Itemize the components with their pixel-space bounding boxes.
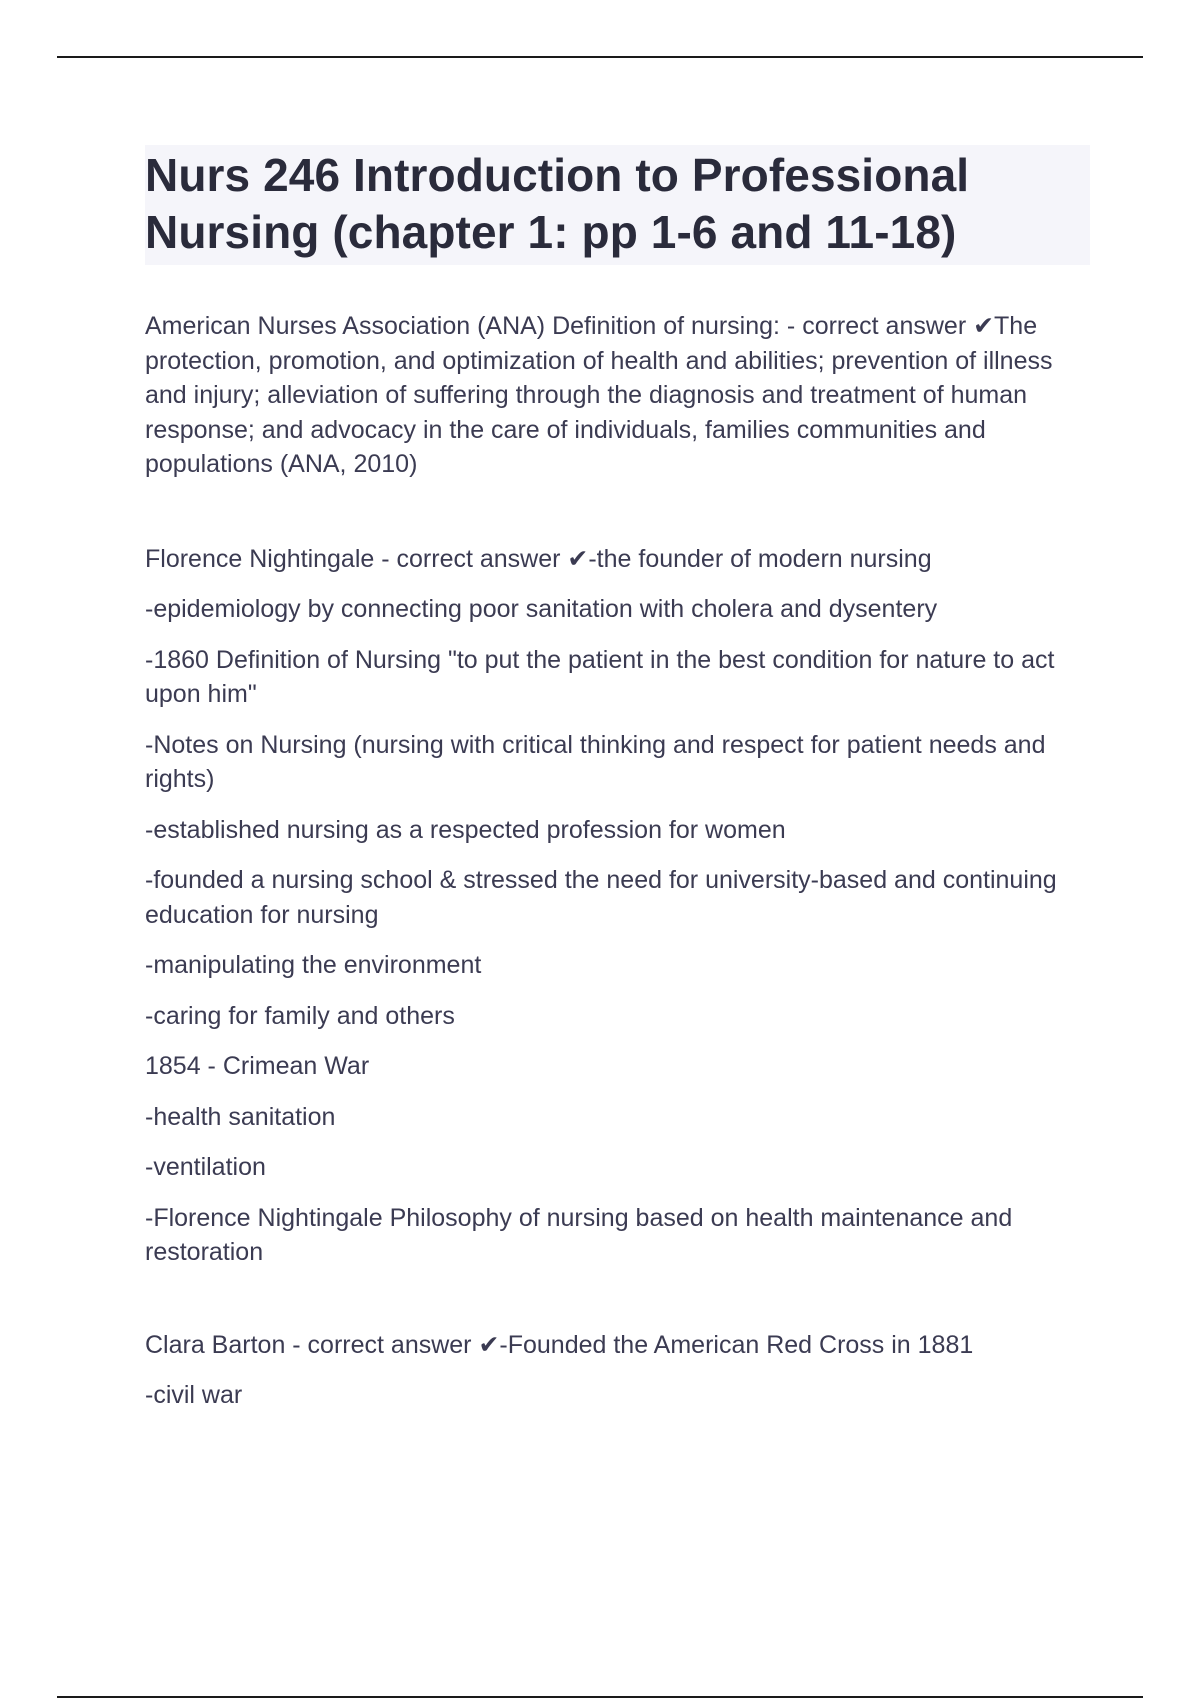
qa-line: -Florence Nightingale Philosophy of nursing based on health maintenance and restoration — [145, 1203, 1013, 1266]
qa-line: -established nursing as a respected profession for women — [145, 815, 786, 844]
qa-line: -epidemiology by connecting poor sanitation with cholera and dysentery — [145, 595, 938, 623]
qa-line: -caring for family and others — [145, 1001, 455, 1030]
qa-line: Florence Nightingale - correct answer ✔-the founder of modern nursing — [145, 544, 932, 573]
qa-line: -founded a nursing school & stressed the need for university-based and continuing education for nursing — [145, 866, 1057, 929]
qa-line: Clara Barton - correct answer ✔-Founded the American Red Cross in 1881 — [145, 1330, 974, 1359]
qa-line: -health sanitation — [145, 1102, 336, 1131]
qa-line: -civil war — [145, 1381, 243, 1409]
page-title: Nurs 246 Introduction to Professional Nursing (chapter 1: pp 1-6 and 11-18) — [145, 149, 970, 258]
qa-florence-nightingale — [145, 542, 1090, 1270]
bottom-rule — [57, 1696, 1143, 1698]
qa-line: -ventilation — [145, 1153, 266, 1181]
qa-line: -1860 Definition of Nursing "to put the patient in the best condition for nature to act upon him" — [145, 645, 1055, 708]
qa-ana-definition — [145, 309, 1090, 482]
qa-line: -manipulating the environment — [145, 951, 482, 979]
document-body — [145, 145, 1090, 1471]
qa-line: -Notes on Nursing (nursing with critical thinking and respect for patient needs and rights) — [145, 730, 1046, 793]
qa-clara-barton — [145, 1328, 1090, 1413]
title-box — [145, 145, 1090, 265]
qa-line: 1854 - Crimean War — [145, 1052, 370, 1080]
top-rule — [57, 56, 1143, 58]
qa-line: American Nurses Association (ANA) Definition of nursing: - correct answer ✔The protection, promotion, and optimization of health and abilities; prevention of illness and injury; alleviation of suffering through the diagnosis and treatment of human response; and advocacy in the care of individuals, families communities and populations (ANA, 2010) — [145, 312, 1053, 478]
